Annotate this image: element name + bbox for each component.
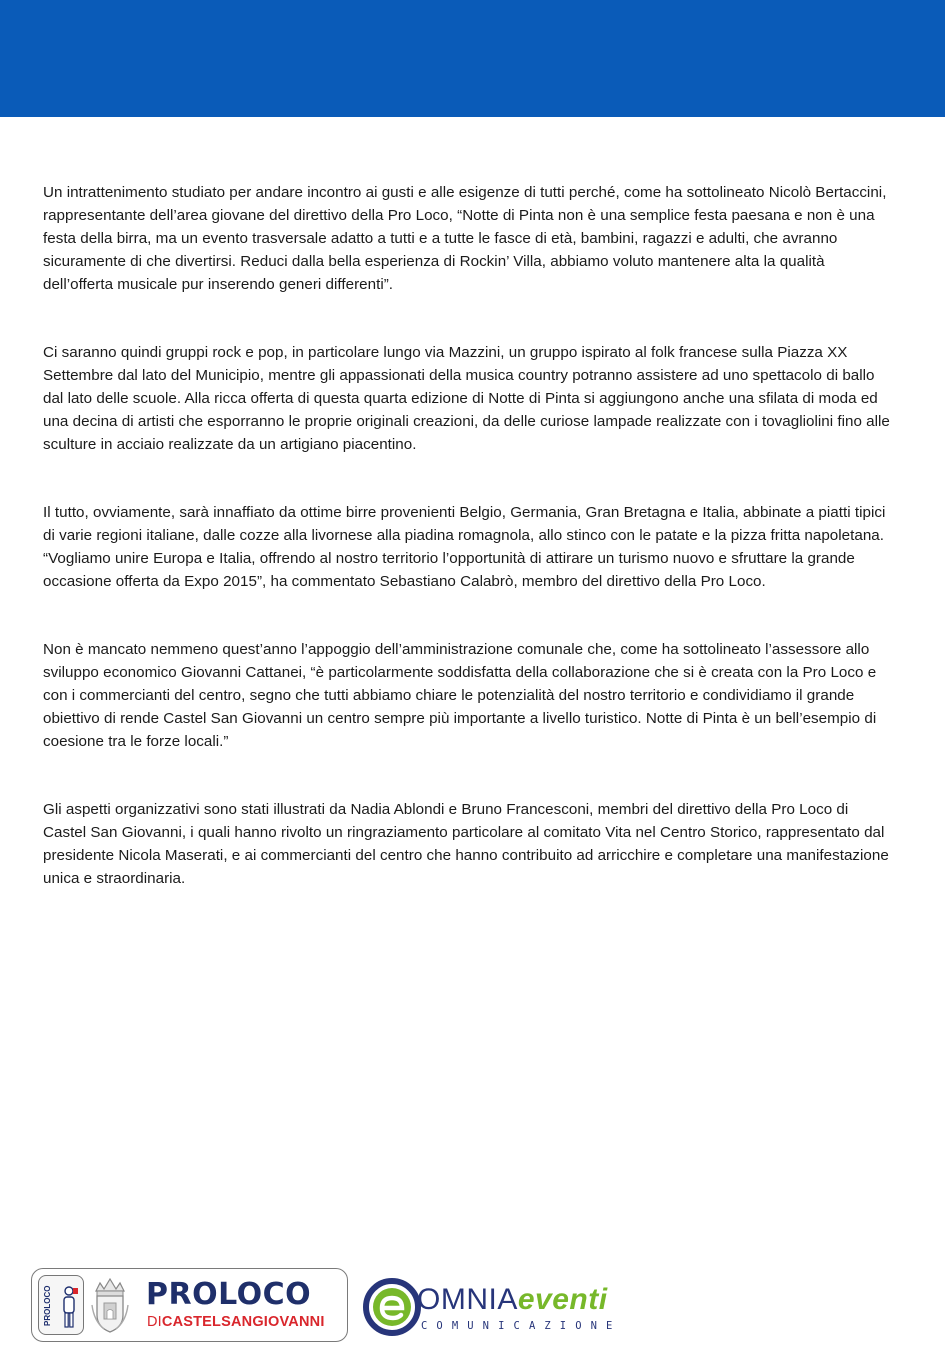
article-paragraph: Il tutto, ovviamente, sarà innaffiato da ottime birre provenienti Belgio, Germania, Gran Bretagna e Italia, abbinate a piatti tipici di varie regioni italiane, dalle cozze alla livornese alla piadina romagnola, allo stinco con le patate e la pizza fritta napoletana. “Vogliamo unire Europa e Italia, offrendo al nostro territorio l’opportunità di attirare un turismo nuovo e sfruttare la grande occasione offerta da Expo 2015”, ha commentato Sebastiano Calabrò, membro del direttivo della Pro Loco. xyxy=(43,504,886,590)
proloco-badge-text: PROLOCO xyxy=(43,1285,52,1327)
omnia-e-icon xyxy=(363,1278,421,1336)
town-crest-icon xyxy=(90,1275,130,1335)
omnia-wordmark xyxy=(417,1284,608,1316)
proloco-wordmark: PROLOCO xyxy=(146,1277,312,1312)
omnia-tagline: COMUNICAZIONE xyxy=(421,1320,622,1332)
article-paragraph: Non è mancato nemmeno quest’anno l’appoggio dell’amministrazione comunale che, come ha sottolineato l’assessore allo sviluppo economico Giovanni Cattanei, “è particolarmente soddisfatta della collaborazione che si è creata con la Pro Loco e con i commercianti del centro, segno che tutti abbiamo chiare le potenzialità del nostro territorio e condividiamo il grande obiettivo di rende Castel San Giovanni un centro sempre più importante a livello turistico. Notte di Pinta è un bell’esempio di coesione tra le forze locali.” xyxy=(43,641,877,750)
article-body xyxy=(43,181,893,935)
omnia-word-eventi: eventi xyxy=(517,1283,608,1316)
proloco-subtitle-di: DI xyxy=(147,1314,162,1330)
omnia-word-omnia: OMNIA xyxy=(417,1283,518,1316)
proloco-logo xyxy=(31,1268,348,1342)
proloco-badge xyxy=(38,1275,84,1335)
article-paragraph: Gli aspetti organizzativi sono stati illustrati da Nadia Ablondi e Bruno Francesconi, membri del direttivo della Pro Loco di Castel San Giovanni, i quali hanno rivolto un ringraziamento particolare al comitato Vita nel Centro Storico, rappresentato dal presidente Nicola Maserati, e ai commercianti del centro che hanno contribuito ad arricchire e completare una manifestazione unica e straordinaria. xyxy=(43,801,889,887)
article-paragraph: Un intrattenimento studiato per andare incontro ai gusti e alle esigenze di tutti perché, come ha sottolineato Nicolò Bertaccini, rappresentante dell’area giovane del direttivo della Pro Loco, “Notte di Pinta non è una semplice festa paesana e non è una festa della birra, ma un evento trasversale adatto a tutti e a tutte le fasce di età, bambini, ragazzi e adulti, che avranno sicuramente di che divertirsi. Reduci dalla bella esperienza di Rockin’ Villa, abbiamo voluto mantenere alta la qualità dell’offerta musicale pur inserendo generi differenti”. xyxy=(43,184,887,293)
footer-logos xyxy=(31,1268,631,1344)
person-figure-icon xyxy=(59,1286,79,1330)
article-paragraph: Ci saranno quindi gruppi rock e pop, in particolare lungo via Mazzini, un gruppo ispirato al folk francese sulla Piazza XX Settembre dal lato del Municipio, mentre gli appassionati della musica country potranno assistere ad uno spettacolo di ballo dal lato delle scuole. Alla ricca offerta di questa quarta edizione di Notte di Pinta si aggiungono anche una sfilata di moda ed una decina di artisti che esporranno le proprie originali creazioni, da delle curiose lampade realizzate con i tovagliolini fino alle sculture in acciaio realizzate da un artigiano piacentino. xyxy=(43,344,890,453)
omnia-eventi-logo xyxy=(363,1276,623,1338)
proloco-subtitle-place: CASTELSANGIOVANNI xyxy=(161,1314,325,1330)
header-band xyxy=(0,0,945,117)
proloco-subtitle xyxy=(147,1314,325,1330)
